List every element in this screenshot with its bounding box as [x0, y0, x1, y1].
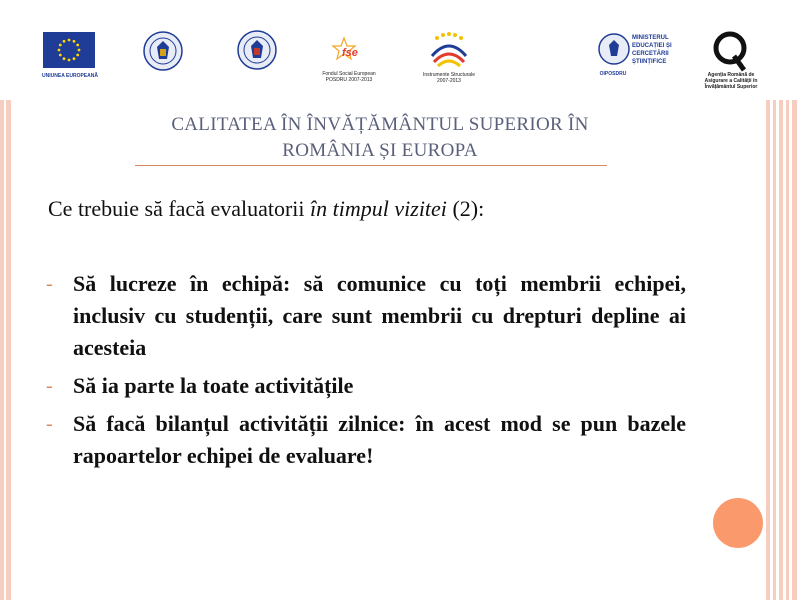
aracis-q-icon	[710, 28, 750, 72]
eu-flag-icon	[43, 32, 95, 68]
bullet-list	[46, 268, 686, 478]
decorative-circle	[713, 498, 763, 548]
left-stripe-line	[4, 100, 6, 600]
ministry-seal-icon	[598, 32, 630, 66]
bullet-dash-icon: -	[46, 413, 53, 435]
ministry-text: MINISTERUL EDUCAȚIEI ȘI CERCETĂRII ȘTIINȚIFICE	[632, 35, 672, 65]
logos-bar	[0, 0, 800, 100]
intro-italic: în timpul vizitei	[310, 196, 447, 221]
fse-caption: Fondul Social European POSDRU 2007-2013	[322, 71, 376, 83]
eu-caption: UNIUNEA EUROPEANĂ	[42, 73, 98, 79]
intro-text	[48, 195, 688, 223]
intro-prefix: Ce trebuie să facă evaluatorii	[48, 196, 311, 221]
title-line-2: ROMÂNIA ȘI EUROPA	[282, 140, 478, 161]
aracis-caption: Agenția Română de Asigurare a Calității în Învățământul Superior	[704, 72, 758, 90]
fse-logo-icon	[330, 36, 368, 66]
romania-seal-icon	[143, 31, 183, 71]
right-decorative-stripes	[762, 100, 800, 600]
svg-text:fse: fse	[342, 47, 358, 59]
intro-suffix: (2):	[446, 196, 485, 221]
instrumente-caption: Instrumente Structurale 2007-2013	[423, 72, 475, 84]
bullet-dash-icon: -	[46, 273, 53, 295]
bullet-text: Să ia parte la toate activitățile	[73, 373, 354, 398]
title-underline	[135, 165, 607, 166]
bullet-item	[46, 370, 686, 402]
title-line-1: CALITATEA ÎN ÎNVĂȚĂMÂNTUL SUPERIOR ÎN	[171, 114, 589, 135]
slide-title	[110, 112, 650, 164]
bullet-dash-icon: -	[46, 375, 53, 397]
ministry-caption: OIPOSDRU	[599, 71, 627, 77]
bullet-text: Să facă bilanțul activității zilnice: în acest mod se pun bazele rapoartelor echipei de evaluare!	[73, 411, 686, 468]
bullet-item	[46, 408, 686, 472]
instrumente-structurale-icon	[428, 30, 470, 68]
bullet-item	[46, 268, 686, 364]
romania-seal-icon	[237, 30, 277, 70]
bullet-text: Să lucreze în echipă: să comunice cu toți membrii echipei, inclusiv cu studenții, care sunt membrii cu drepturi depline ai acesteia	[73, 271, 686, 360]
